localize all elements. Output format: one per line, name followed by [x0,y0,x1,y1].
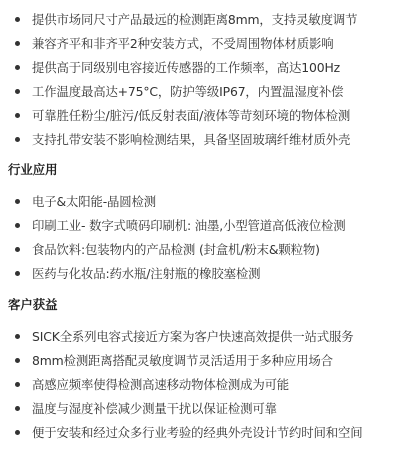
bullet-icon [15,430,20,435]
list-item [8,8,404,32]
list-item [8,262,404,286]
bullet-icon [15,65,20,70]
bullet-icon [15,271,20,276]
list-item [8,397,404,421]
feature-text: 工作温度最高达+75°C，防护等级IP67，内置温湿度补偿 [32,84,344,99]
list-item [8,349,404,373]
bullet-icon [15,41,20,46]
list-item [8,214,404,238]
list-item [8,56,404,80]
bullet-icon [15,334,20,339]
benefit-text: 8mm检测距离搭配灵敏度调节灵活适用于多种应用场合 [32,353,333,368]
industry-section-title: 行业应用 [8,162,58,177]
feature-text: 可靠胜任粉尘/脏污/低反射表面/液体等苛刻环境的物体检测 [32,108,351,123]
bullet-icon [15,89,20,94]
bullet-icon [15,137,20,142]
feature-text: 支持扎带安装不影响检测结果，具备坚固玻璃纤维材质外壳 [32,132,351,147]
industry-text: 印刷工业- 数字式喷码印刷机: 油墨,小型管道高低液位检测 [32,218,346,233]
product-description [0,8,404,452]
list-item [8,421,404,445]
bullet-icon [15,199,20,204]
benefit-text: 高感应频率使得检测高速移动物体检测成为可能 [32,377,290,392]
benefits-section-title: 客户获益 [8,297,58,312]
industry-text: 电子&太阳能-晶圆检测 [32,194,156,209]
feature-list [8,8,404,152]
industry-text: 食品饮料:包装物内的产品检测 (封盒机/粉末&颗粒物) [32,242,320,257]
feature-text: 提供市场同尺寸产品最远的检测距离8mm，支持灵敏度调节 [32,12,358,27]
industry-text: 医药与化妆品:药水瓶/注射瓶的橡胶塞检测 [32,266,261,281]
benefit-text: 温度与湿度补偿减少测量干扰以保证检测可靠 [32,401,277,416]
bullet-icon [15,113,20,118]
list-item [8,80,404,104]
bullet-icon [15,382,20,387]
bullet-icon [15,223,20,228]
list-item [8,128,404,152]
list-item [8,190,404,214]
feature-text: 兼容齐平和非齐平2种安装方式，不受周围物体材质影响 [32,36,334,51]
benefits-list [8,325,404,445]
bullet-icon [15,358,20,363]
benefit-text: 便于安装和经过众多行业考验的经典外壳设计节约时间和空间 [32,425,363,440]
benefit-text: SICK全系列电容式接近方案为客户快速高效提供一站式服务 [32,329,354,344]
industry-list [8,190,404,286]
list-item [8,325,404,349]
list-item [8,32,404,56]
list-item [8,373,404,397]
bullet-icon [15,406,20,411]
bullet-icon [15,247,20,252]
feature-text: 提供高于同级别电容接近传感器的工作频率，高达100Hz [32,60,341,75]
bullet-icon [15,17,20,22]
list-item [8,104,404,128]
list-item [8,238,404,262]
